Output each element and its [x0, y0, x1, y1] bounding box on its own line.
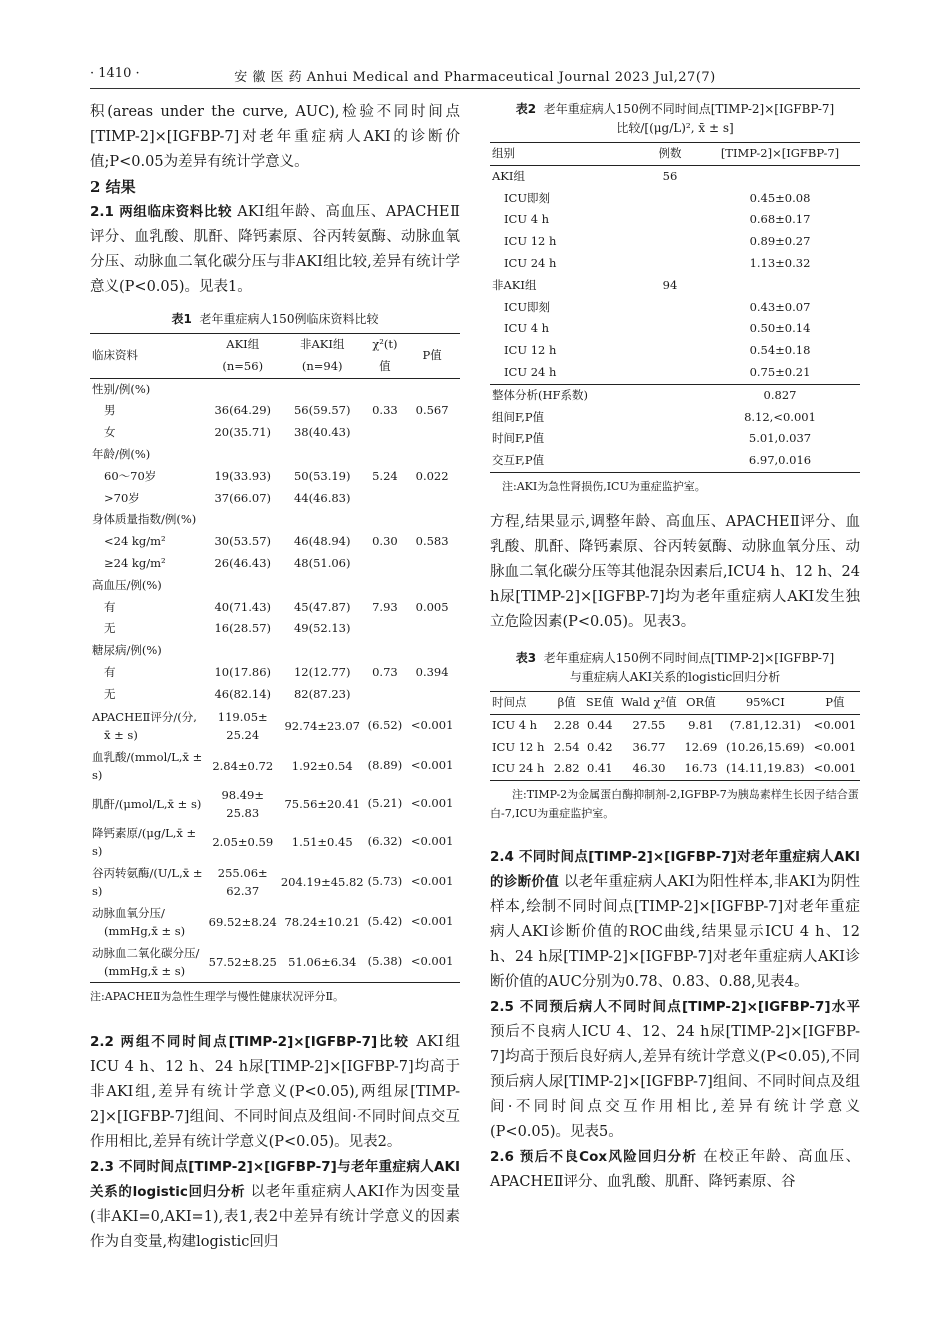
table3-cell: 12.69	[684, 739, 718, 754]
table1-header-stat: χ²(t) 值	[366, 334, 405, 378]
table1-cell-aki	[207, 822, 279, 862]
table1-cell-nonaki: 78.24±10.21	[284, 914, 360, 929]
table1-cell-stat: (6.52)	[367, 717, 403, 732]
table1-row	[90, 902, 460, 942]
table1-cell-aki: 26(46.43)	[214, 555, 271, 570]
table1-cell-p: 0.583	[415, 534, 449, 549]
table2-cell-value: 1.13±0.32	[749, 255, 811, 270]
table1-aki-line2: 25.24	[226, 727, 260, 742]
table1-cell-stat	[366, 488, 405, 510]
table1-cell-p: 0.394	[415, 664, 449, 679]
table2-cell-value: 0.45±0.08	[749, 190, 811, 205]
table1-cell-stat	[366, 618, 405, 640]
table2-cell-n	[640, 209, 700, 231]
table1-cell-aki: 37(66.07)	[214, 490, 271, 505]
table3-cell: ICU 12 h	[492, 739, 545, 754]
table2-caption	[490, 100, 860, 138]
table1-cell-aki	[207, 444, 279, 466]
table1-aki-line1: 98.49±	[221, 787, 265, 802]
table1-cell-label: 年龄/例(%)	[92, 446, 151, 461]
table3-row	[490, 714, 860, 736]
table3-cell: <0.001	[813, 739, 857, 754]
table3-caption-line1: 老年重症病人150例不同时间点[TIMP-2]×[IGFBP-7]	[543, 650, 835, 665]
table2-stat-label: 整体分析(HF系数)	[490, 384, 640, 406]
table2-cell-value: 0.54±0.18	[749, 343, 811, 358]
table1-cell-aki	[207, 575, 279, 597]
table1-cell-aki: 19(33.93)	[214, 468, 271, 483]
section-2-5	[490, 995, 860, 1145]
table2-cell-value	[700, 275, 860, 297]
table2-stat-label: 组间F,P值	[492, 409, 545, 424]
table2-header-value: [TIMP-2]×[IGFBP-7]	[700, 143, 860, 165]
table1-cell-label	[90, 746, 207, 786]
table1-cell-nonaki	[279, 575, 366, 597]
table1-cell-nonaki: 49(52.13)	[293, 621, 351, 636]
table1-aki-line1: 255.06±	[217, 865, 268, 880]
table2-cell-value: 0.89±0.27	[749, 234, 811, 249]
table1-caption-text: 老年重症病人150例临床资料比较	[199, 312, 379, 326]
table1-aki-line2: 25.83	[226, 805, 260, 820]
section-2-3-text: 以老年重症病人AKI作为因变量(非AKI=0,AKI=1),表1,表2中差异有统计学意义的因素作为自变量,构建logistic回归	[90, 1183, 461, 1250]
table2-cell-label: ICU 24 h	[504, 364, 557, 379]
table2-row	[490, 188, 860, 210]
table1-cell-label	[90, 822, 207, 862]
table1-label-line1: APACHEⅡ评分/(分,	[92, 709, 197, 724]
table1-row	[90, 488, 460, 510]
table3-caption-line2: 与重症病人AKI关系的logistic回归分析	[569, 669, 781, 684]
table1-aki-line1: 57.52±8.25	[208, 954, 277, 969]
table2-cell-n	[640, 297, 700, 319]
table2-stat-empty	[640, 450, 700, 472]
table1-cell-aki: 40(71.43)	[214, 599, 271, 614]
section-2-1	[90, 200, 460, 300]
table1-cell-stat	[366, 509, 405, 531]
table1-cell-nonaki: 82(87.23)	[293, 686, 351, 701]
section-2-1-title: 2.1 两组临床资料比较	[90, 204, 233, 220]
table1-header-p: P值	[404, 334, 460, 378]
table1-cell-p: <0.001	[410, 757, 454, 772]
table1-cell-p: <0.001	[410, 833, 454, 848]
table1-cell-nonaki	[279, 444, 366, 466]
table2-row	[490, 165, 860, 187]
table1-cell-stat: (5.73)	[367, 873, 403, 888]
table1-cell-stat: (5.21)	[367, 795, 403, 810]
table1-cell-p: <0.001	[410, 717, 454, 732]
table1-cell-p	[404, 684, 460, 706]
table1-row	[90, 662, 460, 684]
table1-cell-p	[404, 509, 460, 531]
table1-label-line1: 降钙素原/(μg/L,x̄ ± s)	[92, 825, 197, 858]
table1-aki-line1: 2.05±0.59	[212, 834, 274, 849]
table3-cell: 2.28	[553, 717, 580, 732]
table2-caption-num: 表2	[515, 102, 537, 116]
table2-cell-n	[640, 340, 700, 362]
table1-cell-label: 男	[104, 403, 116, 418]
table1-cell-stat: 7.93	[372, 599, 398, 614]
table3-cell: 0.42	[587, 739, 613, 754]
table1-cell-label: 无	[104, 686, 116, 701]
table3-cell: (10.26,15.69)	[726, 739, 805, 754]
table3-header: SE值	[583, 691, 617, 714]
table1	[90, 333, 460, 983]
table2-stat-row	[490, 428, 860, 450]
table1-cell-aki	[207, 862, 279, 902]
table1-cell-nonaki: 1.92±0.54	[291, 758, 353, 773]
table1-aki-line1: 2.84±0.72	[212, 758, 274, 773]
table1-cell-stat	[366, 575, 405, 597]
table2-row	[490, 253, 860, 275]
table3	[490, 691, 860, 781]
table1-row	[90, 531, 460, 553]
intro-paragraph: 积(areas under the curve, AUC),检验不同时间点[TIMP-2]×[IGFBP-7]对老年重症病人AKI的诊断价值;P<0.05为差异有统计学意义。	[90, 104, 460, 170]
table1-caption-num: 表1	[171, 312, 192, 326]
table1-cell-nonaki: 48(51.06)	[293, 555, 351, 570]
table1-cell-nonaki: 56(59.57)	[293, 403, 351, 418]
section-2-4-title: 2.4 不同时间点[TIMP-2]×[IGFBP-7]对老年重症病人AKI的诊断价值	[490, 849, 860, 891]
table1-cell-aki: 30(53.57)	[214, 534, 271, 549]
table1-cell-label	[90, 902, 207, 942]
table1-cell-nonaki	[279, 509, 366, 531]
table1-row	[90, 466, 460, 488]
table3-caption-num: 表3	[515, 650, 537, 665]
table1-row	[90, 786, 460, 822]
table2-row	[490, 340, 860, 362]
table3-row	[490, 758, 860, 780]
section-2-3-title: 2.3 不同时间点[TIMP-2]×[IGFBP-7]与老年重症病人AKI关系的logistic回归分析	[90, 1158, 460, 1200]
table1-cell-aki: 46(82.14)	[214, 686, 271, 701]
table1-cell-label: 无	[104, 621, 116, 636]
section-2-5-title: 2.5 不同预后病人不同时间点[TIMP-2]×[IGFBP-7]水平	[490, 999, 860, 1016]
table1-cell-stat: 0.73	[372, 664, 398, 679]
table1-cell-nonaki: 12(12.77)	[293, 664, 351, 679]
table1-cell-label	[90, 862, 207, 902]
table1-cell-aki: 10(17.86)	[214, 664, 271, 679]
table1-cell-aki: 36(64.29)	[214, 403, 271, 418]
table3-cell: ICU 24 h	[492, 761, 545, 776]
table1-cell-label	[90, 706, 207, 746]
table3-header: Wald χ²值	[617, 691, 681, 714]
table1-cell-stat: 0.33	[372, 403, 398, 418]
table1-cell-stat: (8.89)	[367, 757, 403, 772]
table1-row	[90, 640, 460, 662]
table1-cell-aki	[207, 509, 279, 531]
table1-cell-nonaki: 92.74±23.07	[284, 718, 360, 733]
table1-cell-p: 0.022	[415, 468, 449, 483]
continued-paragraph: 方程,结果显示,调整年龄、高血压、APACHEⅡ评分、血乳酸、肌酐、降钙素原、谷丙转氨酶、动脉血氧分压、动脉血二氧化碳分压等其他混杂因素后,ICU4 h、12 h、24 h尿[TIMP-2]×[IGFBP-7]均为老年重症病人AKI发生独立危险因素(P<0.05)。见表3。	[490, 513, 860, 630]
table1-row	[90, 684, 460, 706]
table1-cell-label: ≥24 kg/m²	[104, 555, 166, 570]
table1-caption	[90, 310, 460, 329]
table1-cell-stat	[366, 422, 405, 444]
table1-aki-line2: 62.37	[226, 883, 260, 898]
table2-cell-n	[640, 188, 700, 210]
table2-stat-row	[490, 407, 860, 429]
table1-cell-aki	[207, 640, 279, 662]
table2-cell-value: 0.43±0.07	[749, 299, 811, 314]
table1-cell-stat: (5.38)	[367, 953, 403, 968]
table2-cell-value: 0.50±0.14	[749, 321, 811, 336]
table2-row	[490, 297, 860, 319]
table1-cell-p	[404, 378, 460, 400]
section-2-1-text: AKI组年龄、高血压、APACHEⅡ评分、血乳酸、肌酐、降钙素原、谷丙转氨酶、动脉血氧分压、动脉血二氧化碳分压与非AKI组比较,差异有统计学意义(P<0.05)。见表1。	[90, 204, 460, 295]
table1-row	[90, 597, 460, 619]
table3-cell: 0.44	[587, 717, 613, 732]
left-column	[90, 100, 460, 1255]
section-2-2	[90, 1030, 460, 1155]
table1-cell-aki	[207, 902, 279, 942]
table1-row	[90, 422, 460, 444]
table2-stat-label: 时间F,P值	[492, 431, 545, 446]
table1-cell-p	[404, 553, 460, 575]
table2-cell-value	[700, 165, 860, 187]
section-2-heading: 2 结果	[90, 178, 136, 196]
table1-cell-label: 有	[104, 664, 116, 679]
table1-cell-nonaki: 50(53.19)	[293, 468, 351, 483]
table1-cell-nonaki: 51.06±6.34	[288, 954, 357, 969]
table2-row	[490, 275, 860, 297]
table1-cell-label: <24 kg/m²	[104, 534, 166, 549]
table3-cell: 2.54	[553, 739, 580, 754]
table2-cell-n	[640, 253, 700, 275]
section-2-4	[490, 845, 860, 995]
table1-cell-label	[90, 786, 207, 822]
table3-cell: 46.30	[632, 761, 666, 776]
section-2-5-text: 预后不良病人ICU 4、12、24 h尿[TIMP-2]×[IGFBP-7]均高于预后良好病人,差异有统计学意义(P<0.05),不同预后病人尿[TIMP-2]×[IGFBP-7]组间、不同时间点及组间·不同时间点交互作用相比,差异有统计学意义(P<0.05)。见表5。	[490, 1024, 860, 1141]
table1-cell-nonaki: 75.56±20.41	[284, 796, 360, 811]
table1-cell-stat	[366, 553, 405, 575]
table1-cell-stat: 0.30	[372, 534, 398, 549]
table3-cell: 36.77	[632, 739, 666, 754]
table3-caption	[490, 649, 860, 687]
table1-cell-stat: (6.32)	[367, 833, 403, 848]
table1-cell-aki	[207, 706, 279, 746]
table1-label-line1: 动脉血二氧化碳分压/	[92, 945, 200, 960]
table2-cell-label: 非AKI组	[492, 277, 537, 292]
table2-cell-value: 0.68±0.17	[749, 212, 811, 227]
table3-cell: <0.001	[813, 717, 857, 732]
table1-cell-label: 身体质量指数/例(%)	[92, 512, 197, 527]
table1-cell-p	[404, 422, 460, 444]
table2-cell-value: 0.75±0.21	[749, 364, 811, 379]
page-number: · 1410 ·	[90, 66, 140, 81]
table1-row	[90, 509, 460, 531]
table1-header-nonaki: 非AKI组 (n=94)	[279, 334, 366, 378]
table1-header-item: 临床资料	[90, 334, 207, 378]
table1-cell-p	[404, 575, 460, 597]
table1-row	[90, 706, 460, 746]
journal-title: 安 徽 医 药 Anhui Medical and Pharmaceutical Journal 2023 Jul,27(7)	[234, 70, 716, 85]
table1-cell-nonaki: 45(47.87)	[293, 599, 351, 614]
table2-stat-row	[490, 450, 860, 472]
table1-cell-aki	[207, 746, 279, 786]
table1-cell-label: 60～70岁	[104, 468, 157, 483]
table2-cell-label: ICU 4 h	[504, 212, 550, 227]
table1-row	[90, 378, 460, 400]
table2-stat-empty	[640, 407, 700, 429]
table2-caption-line2: 比较/[(μg/L)², x̄ ± s]	[616, 121, 734, 135]
table2-row	[490, 318, 860, 340]
table1-aki-line1: 119.05±	[217, 709, 268, 724]
table1-row	[90, 746, 460, 786]
table1-cell-aki: 16(28.57)	[214, 621, 271, 636]
table3-cell: 16.73	[684, 761, 718, 776]
table1-cell-p	[404, 488, 460, 510]
table1-cell-stat: (5.42)	[367, 913, 403, 928]
table2-cell-label: ICU 24 h	[504, 255, 557, 270]
table1-cell-aki	[207, 378, 279, 400]
table1-cell-label: 高血压/例(%)	[92, 577, 162, 592]
table3-note: 注:TIMP-2为金属蛋白酶抑制剂-2,IGFBP-7为胰岛素样生长因子结合蛋白-7,ICU为重症监护室。	[490, 788, 859, 821]
table1-aki-line1: 69.52±8.24	[208, 914, 277, 929]
table2-stat-label: 交互F,P值	[492, 453, 545, 468]
section-2-2-text: AKI组ICU 4 h、12 h、24 h尿[TIMP-2]×[IGFBP-7]均高于非AKI组,差异有统计学意义(P<0.05),两组尿[TIMP-2]×[IGFBP-7]组间、不同时间点及组间·不同时间点交互作用相比,差异有统计学意义(P<0.05)。见表2。	[90, 1033, 460, 1150]
table2-cell-label: AKI组	[492, 168, 525, 183]
table1-cell-label	[90, 942, 207, 982]
table1-row	[90, 400, 460, 422]
table1-cell-nonaki	[279, 640, 366, 662]
table1-cell-p: <0.001	[410, 953, 454, 968]
table1-cell-p	[404, 444, 460, 466]
table3-cell: 27.55	[632, 717, 666, 732]
table1-row	[90, 553, 460, 575]
section-2-6	[490, 1145, 860, 1195]
table1-row	[90, 862, 460, 902]
table1-cell-p: <0.001	[410, 795, 454, 810]
table1-cell-nonaki: 1.51±0.45	[291, 834, 353, 849]
table1-label-line1: 肌酐/(μmol/L,x̄ ± s)	[92, 796, 202, 811]
table1-header-aki: AKI组 (n=56)	[207, 334, 279, 378]
section-2-6-text: 在校正年龄、高血压、APACHEⅡ评分、血乳酸、肌酐、降钙素原、谷	[490, 1149, 860, 1191]
section-2-2-title: 2.2 两组不同时间点[TIMP-2]×[IGFBP-7]比较	[90, 1033, 410, 1050]
table3-row	[490, 737, 860, 759]
table1-cell-label: 女	[104, 425, 116, 440]
table1-cell-nonaki: 204.19±45.82	[280, 874, 364, 889]
table1-cell-p: <0.001	[410, 873, 454, 888]
table2-row	[490, 231, 860, 253]
table2-cell-n	[640, 318, 700, 340]
table2-stat-value: 6.97,0.016	[748, 453, 812, 468]
table2-note: 注:AKI为急性肾损伤,ICU为重症监护室。	[502, 479, 706, 493]
table1-cell-nonaki: 46(48.94)	[293, 534, 351, 549]
table2-cell-n	[640, 231, 700, 253]
table2-stat-value: 0.827	[700, 384, 860, 406]
table1-cell-nonaki: 44(46.83)	[293, 490, 351, 505]
section-2-3	[90, 1155, 460, 1255]
page-header	[90, 64, 860, 89]
table2-stat-value: 8.12,<0.001	[744, 409, 816, 424]
table1-label-line1: 谷丙转氨酶/(U/L,x̄ ± s)	[92, 865, 203, 898]
table2-header-group: 组别	[490, 143, 640, 165]
table2-stat-value: 5.01,0.037	[748, 431, 812, 446]
table1-label-line2: x̄ ± s)	[104, 727, 138, 742]
right-column	[490, 100, 860, 1195]
table3-cell: ICU 4 h	[492, 717, 538, 732]
table2-stat-row	[490, 384, 860, 406]
table1-cell-label: >70岁	[104, 490, 140, 505]
table2-cell-n: 56	[662, 168, 678, 183]
table2-cell-label: ICU 12 h	[504, 343, 557, 358]
table1-note: 注:APACHEⅡ为急性生理学与慢性健康状况评分Ⅱ。	[90, 989, 344, 1003]
table1-label-line1: 动脉血氧分压/	[92, 905, 165, 920]
table1-cell-aki	[207, 786, 279, 822]
table1-row	[90, 618, 460, 640]
table3-header: 时间点	[490, 691, 551, 714]
table1-cell-aki: 20(35.71)	[214, 425, 271, 440]
table2-cell-label: ICU即刻	[504, 299, 551, 314]
table1-cell-p	[404, 640, 460, 662]
table1-cell-p: <0.001	[410, 913, 454, 928]
table2-row	[490, 362, 860, 384]
table1-cell-label: 糖尿病/例(%)	[92, 643, 162, 658]
table2-row	[490, 209, 860, 231]
section-2-4-text: 以老年重症病人AKI为阳性样本,非AKI为阴性样本,绘制不同时间点[TIMP-2]×[IGFBP-7]对老年重症病人AKI诊断价值的ROC曲线,结果显示ICU 4 h、12 h、24 h尿[TIMP-2]×[IGFBP-7]对老年重症病人AKI诊断价值的AUC分别为0.78、0.83、0.88,见表4。	[490, 874, 861, 991]
table1-row	[90, 942, 460, 982]
table1-cell-stat	[366, 444, 405, 466]
table1-cell-nonaki	[279, 378, 366, 400]
table3-cell: 2.82	[553, 761, 580, 776]
table1-cell-p: 0.567	[415, 403, 449, 418]
table2-stat-empty	[640, 428, 700, 450]
table3-cell: (7.81,12.31)	[729, 717, 801, 732]
table1-row	[90, 575, 460, 597]
table1-cell-p: 0.005	[415, 599, 449, 614]
table3-header: 95%CI	[721, 691, 810, 714]
table1-cell-aki	[207, 942, 279, 982]
table1-cell-p	[404, 618, 460, 640]
table3-cell: 9.81	[688, 717, 714, 732]
table2-cell-label: ICU 12 h	[504, 234, 557, 249]
table2-caption-line1: 老年重症病人150例不同时间点[TIMP-2]×[IGFBP-7]	[543, 102, 835, 116]
table1-cell-nonaki: 38(40.43)	[293, 425, 351, 440]
table1-cell-label: 性别/例(%)	[92, 381, 151, 396]
table1-cell-label: 有	[104, 599, 116, 614]
table1-cell-stat	[366, 684, 405, 706]
table2-header-n: 例数	[640, 143, 700, 165]
table1-label-line2: (mmHg,x̄ ± s)	[104, 963, 186, 978]
table3-header: OR值	[681, 691, 721, 714]
table2-cell-n: 94	[662, 277, 678, 292]
table1-cell-stat	[366, 378, 405, 400]
table3-cell: <0.001	[813, 761, 857, 776]
table2-stat-empty	[640, 384, 700, 406]
table3-cell: (14.11,19.83)	[726, 761, 805, 776]
table3-cell: 0.41	[587, 761, 613, 776]
table1-cell-stat	[366, 640, 405, 662]
table2	[490, 142, 860, 473]
table3-header: P值	[810, 691, 860, 714]
table1-row	[90, 444, 460, 466]
section-2-6-title: 2.6 预后不良Cox风险回归分析	[490, 1149, 698, 1166]
table1-row	[90, 822, 460, 862]
table2-cell-n	[640, 362, 700, 384]
table1-label-line1: 血乳酸/(mmol/L,x̄ ± s)	[92, 749, 203, 782]
table2-cell-label: ICU即刻	[504, 190, 551, 205]
table1-label-line2: (mmHg,x̄ ± s)	[104, 923, 186, 938]
table1-cell-stat: 5.24	[372, 468, 398, 483]
table3-header: β值	[551, 691, 583, 714]
table2-cell-label: ICU 4 h	[504, 321, 550, 336]
